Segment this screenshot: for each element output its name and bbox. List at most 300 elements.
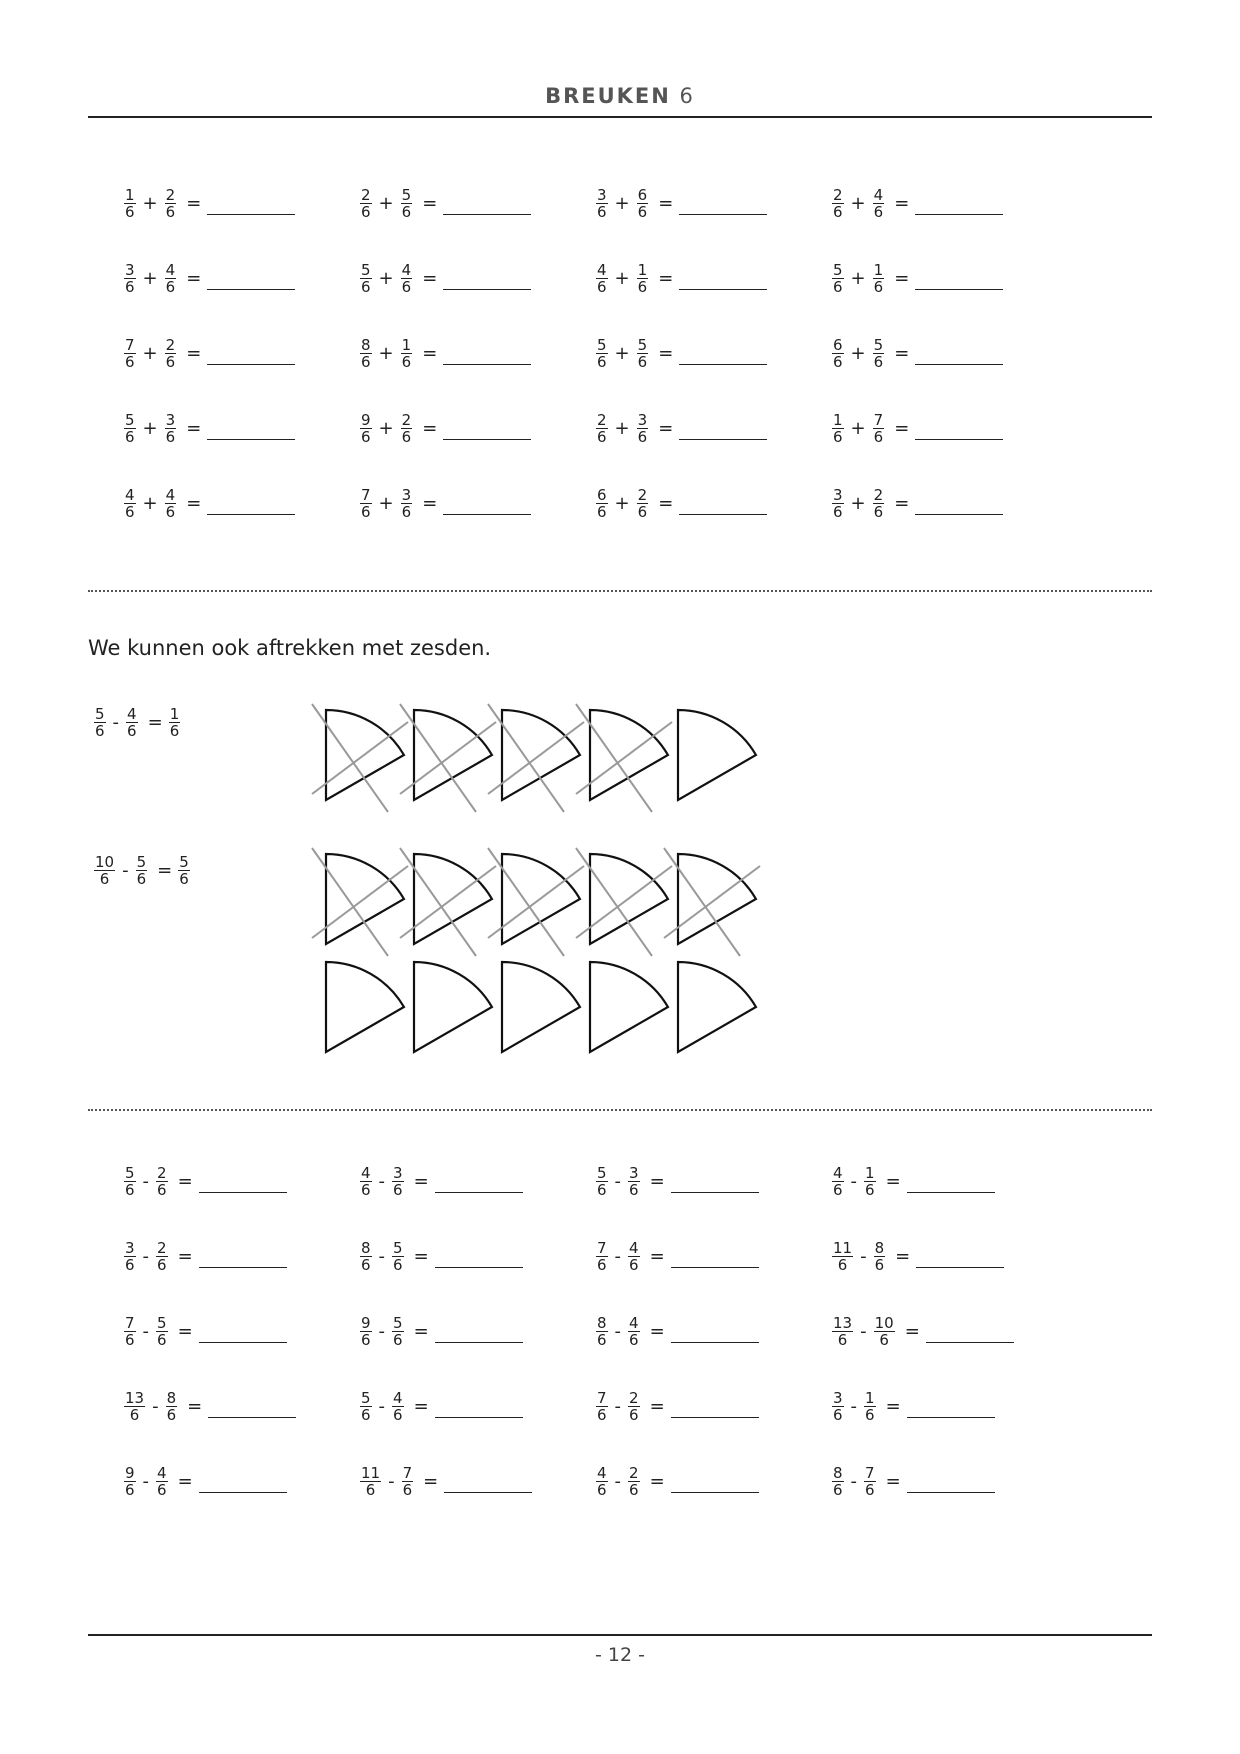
- fraction: [596, 1165, 608, 1198]
- denominator: 6: [597, 502, 607, 521]
- denominator: 6: [125, 352, 135, 371]
- fraction: [124, 187, 136, 220]
- operator: +: [614, 192, 630, 214]
- answer-blank[interactable]: [207, 198, 295, 215]
- answer-blank[interactable]: [443, 348, 531, 365]
- answer-blank[interactable]: [199, 1476, 287, 1493]
- denominator: 6: [597, 352, 607, 371]
- numerator: 3: [833, 485, 843, 504]
- subtraction-exercise: [358, 1309, 523, 1353]
- fraction: [165, 487, 177, 520]
- numerator: 9: [361, 1313, 371, 1332]
- numerator: 3: [125, 260, 135, 279]
- operator: -: [152, 1395, 159, 1417]
- answer-blank[interactable]: [207, 348, 295, 365]
- answer-blank[interactable]: [915, 273, 1003, 290]
- denominator: 6: [833, 1480, 843, 1499]
- numerator: 4: [597, 1463, 607, 1482]
- numerator: 1: [637, 260, 648, 279]
- numerator: 7: [125, 1313, 135, 1332]
- denominator: 6: [129, 1405, 140, 1424]
- fraction: [832, 187, 844, 220]
- numerator: 7: [597, 1388, 607, 1407]
- fraction: [156, 1165, 168, 1198]
- sixth-wedge: [678, 962, 756, 1052]
- answer-blank[interactable]: [926, 1326, 1014, 1343]
- fraction: [637, 487, 649, 520]
- fraction: [124, 1240, 136, 1273]
- equals-sign: =: [658, 417, 674, 439]
- denominator: 6: [597, 1480, 607, 1499]
- denominator: 6: [361, 202, 371, 221]
- equals-sign: =: [177, 1245, 193, 1267]
- answer-blank[interactable]: [435, 1401, 523, 1418]
- operator: -: [850, 1170, 858, 1192]
- denominator: 6: [157, 1255, 167, 1274]
- answer-blank[interactable]: [916, 1251, 1004, 1268]
- addition-exercise: [122, 256, 295, 300]
- numerator: 2: [165, 335, 176, 354]
- subtraction-exercise: [594, 1459, 759, 1503]
- equals-sign: =: [186, 192, 202, 214]
- numerator: 7: [125, 335, 135, 354]
- numerator: 7: [361, 485, 371, 504]
- fraction: [628, 1315, 640, 1348]
- denominator: 6: [629, 1480, 639, 1499]
- equals-sign: =: [177, 1320, 193, 1342]
- operator: +: [614, 417, 630, 439]
- crossed-sixth-wedge: [664, 848, 760, 956]
- denominator: 6: [833, 1180, 843, 1199]
- equals-sign: =: [894, 492, 910, 514]
- numerator: 5: [361, 1388, 371, 1407]
- denominator: 6: [597, 1255, 607, 1274]
- operator: -: [378, 1395, 386, 1417]
- fraction: [165, 262, 177, 295]
- fraction: [360, 1390, 372, 1423]
- operator: -: [614, 1395, 622, 1417]
- numerator: 4: [401, 260, 412, 279]
- denominator: 6: [597, 1405, 607, 1424]
- fraction: [178, 854, 190, 887]
- numerator: 13: [125, 1388, 145, 1407]
- fraction: [596, 487, 608, 520]
- fraction: [637, 412, 649, 445]
- fraction: [124, 1465, 136, 1498]
- addition-exercise: [830, 481, 1003, 525]
- numerator: 1: [833, 410, 843, 429]
- answer-blank[interactable]: [199, 1326, 287, 1343]
- operator: +: [614, 492, 630, 514]
- intro-text: We kunnen ook aftrekken met zesden.: [88, 636, 492, 660]
- answer-blank[interactable]: [679, 348, 767, 365]
- answer-blank[interactable]: [207, 498, 295, 515]
- fraction: [832, 1165, 844, 1198]
- equals-sign: =: [658, 267, 674, 289]
- answer-blank[interactable]: [444, 1476, 532, 1493]
- numerator: 5: [361, 260, 371, 279]
- equals-sign: =: [649, 1395, 665, 1417]
- denominator: 6: [125, 202, 135, 221]
- fraction: [832, 1240, 853, 1273]
- numerator: 4: [125, 485, 135, 504]
- denominator: 6: [125, 277, 135, 296]
- numerator: 2: [873, 485, 884, 504]
- fraction: [596, 1240, 608, 1273]
- equals-sign: =: [186, 267, 202, 289]
- numerator: 1: [865, 1163, 875, 1182]
- header-title: BREUKEN: [545, 84, 671, 108]
- subtraction-exercise: [358, 1384, 523, 1428]
- numerator: 4: [873, 185, 884, 204]
- fraction: [401, 337, 413, 370]
- answer-blank[interactable]: [207, 423, 295, 440]
- equals-sign: =: [157, 860, 173, 881]
- numerator: 4: [629, 1313, 639, 1332]
- operator: +: [850, 417, 866, 439]
- fraction: [832, 1390, 844, 1423]
- equals-sign: =: [649, 1170, 665, 1192]
- answer-blank[interactable]: [671, 1326, 759, 1343]
- answer-blank[interactable]: [671, 1176, 759, 1193]
- denominator: 6: [125, 1330, 135, 1349]
- denominator: 6: [365, 1480, 376, 1499]
- numerator: 10: [874, 1313, 894, 1332]
- operator: +: [378, 492, 394, 514]
- fraction: [124, 1165, 136, 1198]
- equals-sign: =: [186, 492, 202, 514]
- operator: -: [142, 1470, 150, 1492]
- answer-blank[interactable]: [443, 198, 531, 215]
- equals-sign: =: [658, 492, 674, 514]
- answer-blank[interactable]: [915, 348, 1003, 365]
- numerator: 2: [833, 185, 843, 204]
- answer-blank[interactable]: [915, 498, 1003, 515]
- page-number: - 12 -: [595, 1644, 645, 1666]
- numerator: 9: [125, 1463, 135, 1482]
- denominator: 6: [179, 870, 189, 888]
- worked-example: [92, 706, 182, 739]
- fraction: [360, 1315, 372, 1348]
- equals-sign: =: [894, 267, 910, 289]
- addition-exercise: [122, 481, 295, 525]
- crossed-sixth-wedge: [312, 848, 408, 956]
- equals-sign: =: [894, 342, 910, 364]
- numerator: 9: [361, 410, 371, 429]
- answer-blank[interactable]: [199, 1176, 287, 1193]
- equals-sign: =: [422, 192, 438, 214]
- fraction: [360, 487, 372, 520]
- denominator: 6: [837, 1255, 848, 1274]
- answer-blank[interactable]: [907, 1476, 995, 1493]
- sixth-wedge: [502, 962, 580, 1052]
- subtraction-exercise: [594, 1234, 759, 1278]
- answer-blank[interactable]: [915, 198, 1003, 215]
- operator: +: [142, 492, 158, 514]
- numerator: 2: [157, 1163, 167, 1182]
- numerator: 7: [865, 1463, 875, 1482]
- answer-blank[interactable]: [435, 1251, 523, 1268]
- numerator: 13: [833, 1313, 853, 1332]
- addition-exercise: [594, 331, 767, 375]
- answer-blank[interactable]: [443, 498, 531, 515]
- operator: +: [378, 342, 394, 364]
- fraction: [156, 1315, 168, 1348]
- fraction: [136, 854, 148, 887]
- answer-blank[interactable]: [671, 1251, 759, 1268]
- denominator: 6: [125, 1480, 135, 1499]
- denominator: 6: [637, 277, 648, 296]
- denominator: 6: [597, 1330, 607, 1349]
- numerator: 11: [833, 1238, 853, 1257]
- fraction: [596, 412, 608, 445]
- fraction: [360, 1165, 372, 1198]
- fraction: [124, 337, 136, 370]
- denominator: 6: [637, 202, 648, 221]
- numerator: 3: [401, 485, 412, 504]
- denominator: 6: [165, 427, 176, 446]
- numerator: 3: [833, 1388, 843, 1407]
- dotted-divider-top: [88, 590, 1152, 592]
- denominator: 6: [637, 427, 648, 446]
- operator: -: [122, 860, 129, 881]
- answer-blank[interactable]: [435, 1176, 523, 1193]
- answer-blank[interactable]: [679, 498, 767, 515]
- equals-sign: =: [147, 712, 163, 733]
- equals-sign: =: [904, 1320, 920, 1342]
- sixth-wedge: [326, 962, 404, 1052]
- denominator: 6: [873, 352, 884, 371]
- numerator: 5: [401, 185, 412, 204]
- numerator: 5: [125, 410, 135, 429]
- denominator: 6: [597, 1180, 607, 1199]
- operator: -: [614, 1320, 622, 1342]
- answer-blank[interactable]: [915, 423, 1003, 440]
- operator: +: [142, 192, 158, 214]
- fraction: [360, 412, 372, 445]
- numerator: 2: [629, 1388, 639, 1407]
- fraction: [873, 487, 885, 520]
- operator: -: [378, 1245, 386, 1267]
- operator: +: [378, 192, 394, 214]
- numerator: 5: [597, 1163, 607, 1182]
- fraction: [832, 1465, 844, 1498]
- numerator: 2: [637, 485, 648, 504]
- numerator: 4: [393, 1388, 403, 1407]
- denominator: 6: [865, 1405, 875, 1424]
- equals-sign: =: [895, 1245, 911, 1267]
- operator: -: [860, 1245, 867, 1267]
- denominator: 6: [401, 277, 412, 296]
- fraction: [873, 337, 885, 370]
- addition-exercise: [122, 181, 295, 225]
- page-header: [0, 84, 1240, 108]
- fraction: [832, 1315, 853, 1348]
- operator: -: [142, 1320, 150, 1342]
- fraction: [401, 262, 413, 295]
- numerator: 6: [833, 335, 843, 354]
- denominator: 6: [166, 1405, 177, 1424]
- addition-exercise: [594, 181, 767, 225]
- equals-sign: =: [658, 192, 674, 214]
- numerator: 5: [179, 853, 189, 871]
- answer-blank[interactable]: [907, 1176, 995, 1193]
- answer-blank[interactable]: [443, 273, 531, 290]
- fraction: [864, 1165, 876, 1198]
- numerator: 1: [125, 185, 135, 204]
- operator: -: [614, 1245, 622, 1267]
- equals-sign: =: [894, 417, 910, 439]
- equals-sign: =: [186, 342, 202, 364]
- answer-blank[interactable]: [435, 1326, 523, 1343]
- answer-blank[interactable]: [679, 423, 767, 440]
- denominator: 6: [125, 427, 135, 446]
- denominator: 6: [833, 1405, 843, 1424]
- fraction: [864, 1390, 876, 1423]
- answer-blank[interactable]: [207, 273, 295, 290]
- crossed-sixth-wedge: [400, 848, 496, 956]
- denominator: 6: [361, 1255, 371, 1274]
- answer-blank[interactable]: [671, 1476, 759, 1493]
- numerator: 5: [597, 335, 607, 354]
- crossed-sixth-wedge: [576, 704, 672, 812]
- denominator: 6: [157, 1180, 167, 1199]
- operator: +: [378, 417, 394, 439]
- dotted-divider-bottom: [88, 1109, 1152, 1111]
- operator: -: [112, 712, 120, 733]
- denominator: 6: [833, 277, 843, 296]
- equals-sign: =: [422, 267, 438, 289]
- addition-exercise: [358, 481, 531, 525]
- denominator: 6: [879, 1330, 889, 1349]
- equals-sign: =: [885, 1170, 901, 1192]
- denominator: 6: [99, 870, 110, 888]
- denominator: 6: [157, 1480, 167, 1499]
- fraction: [637, 337, 649, 370]
- fraction: [124, 412, 136, 445]
- sixth-wedge: [590, 962, 668, 1052]
- fraction: [360, 1465, 381, 1498]
- equals-sign: =: [894, 192, 910, 214]
- fraction: [596, 1315, 608, 1348]
- fraction: [165, 412, 177, 445]
- answer-blank[interactable]: [679, 198, 767, 215]
- numerator: 2: [401, 410, 412, 429]
- fraction: [628, 1390, 640, 1423]
- fraction: [94, 706, 106, 739]
- answer-blank[interactable]: [671, 1401, 759, 1418]
- numerator: 3: [125, 1238, 135, 1257]
- subtraction-exercise: [122, 1459, 287, 1503]
- subtraction-exercise: [594, 1309, 759, 1353]
- answer-blank[interactable]: [907, 1401, 995, 1418]
- subtraction-exercise: [122, 1234, 287, 1278]
- fraction: [126, 706, 138, 739]
- denominator: 6: [95, 722, 105, 740]
- denominator: 6: [873, 502, 884, 521]
- equals-sign: =: [658, 342, 674, 364]
- crossed-sixth-wedge: [488, 704, 584, 812]
- numerator: 8: [833, 1463, 843, 1482]
- denominator: 6: [873, 277, 884, 296]
- fraction: [637, 262, 649, 295]
- subtraction-exercise: [122, 1159, 287, 1203]
- fraction: [156, 1465, 168, 1498]
- subtraction-exercise: [830, 1159, 995, 1203]
- denominator: 6: [361, 502, 371, 521]
- numerator: 2: [597, 410, 607, 429]
- answer-blank[interactable]: [199, 1251, 287, 1268]
- numerator: 8: [166, 1388, 177, 1407]
- equals-sign: =: [187, 1395, 203, 1417]
- crossed-sixth-wedge: [488, 848, 584, 956]
- denominator: 6: [125, 502, 135, 521]
- equals-sign: =: [422, 342, 438, 364]
- numerator: 4: [127, 705, 137, 723]
- subtraction-exercise: [594, 1384, 759, 1428]
- crossed-sixth-wedge: [312, 704, 408, 812]
- crossed-sixth-wedge: [576, 848, 672, 956]
- header-rule: [88, 116, 1152, 118]
- operator: -: [614, 1170, 622, 1192]
- numerator: 6: [637, 185, 648, 204]
- subtraction-exercise: [122, 1384, 296, 1428]
- operator: +: [378, 267, 394, 289]
- numerator: 2: [165, 185, 176, 204]
- fraction: [360, 187, 372, 220]
- addition-exercise: [358, 181, 531, 225]
- numerator: 5: [95, 705, 105, 723]
- operator: -: [142, 1245, 150, 1267]
- denominator: 6: [873, 202, 884, 221]
- sixth-wedge: [414, 962, 492, 1052]
- addition-exercise: [830, 331, 1003, 375]
- denominator: 6: [401, 202, 412, 221]
- numerator: 11: [361, 1463, 381, 1482]
- addition-exercise: [122, 331, 295, 375]
- equals-sign: =: [422, 492, 438, 514]
- denominator: 6: [837, 1330, 848, 1349]
- subtraction-exercise: [830, 1384, 995, 1428]
- addition-exercise: [830, 256, 1003, 300]
- operator: +: [850, 342, 866, 364]
- numerator: 3: [597, 185, 607, 204]
- equals-sign: =: [413, 1170, 429, 1192]
- numerator: 3: [629, 1163, 639, 1182]
- fraction: [392, 1390, 404, 1423]
- numerator: 6: [597, 485, 607, 504]
- fraction: [169, 706, 181, 739]
- numerator: 2: [629, 1463, 639, 1482]
- fraction: [401, 487, 413, 520]
- fraction: [832, 487, 844, 520]
- footer-rule: [88, 1634, 1152, 1636]
- numerator: 1: [169, 705, 180, 723]
- denominator: 6: [361, 352, 371, 371]
- equals-sign: =: [885, 1470, 901, 1492]
- answer-blank[interactable]: [679, 273, 767, 290]
- subtraction-exercise: [122, 1309, 287, 1353]
- denominator: 6: [393, 1405, 403, 1424]
- denominator: 6: [629, 1405, 639, 1424]
- fraction: [596, 262, 608, 295]
- numerator: 1: [865, 1388, 875, 1407]
- answer-blank[interactable]: [208, 1401, 296, 1418]
- answer-blank[interactable]: [443, 423, 531, 440]
- denominator: 6: [597, 277, 607, 296]
- numerator: 5: [136, 853, 147, 871]
- fraction: [401, 412, 413, 445]
